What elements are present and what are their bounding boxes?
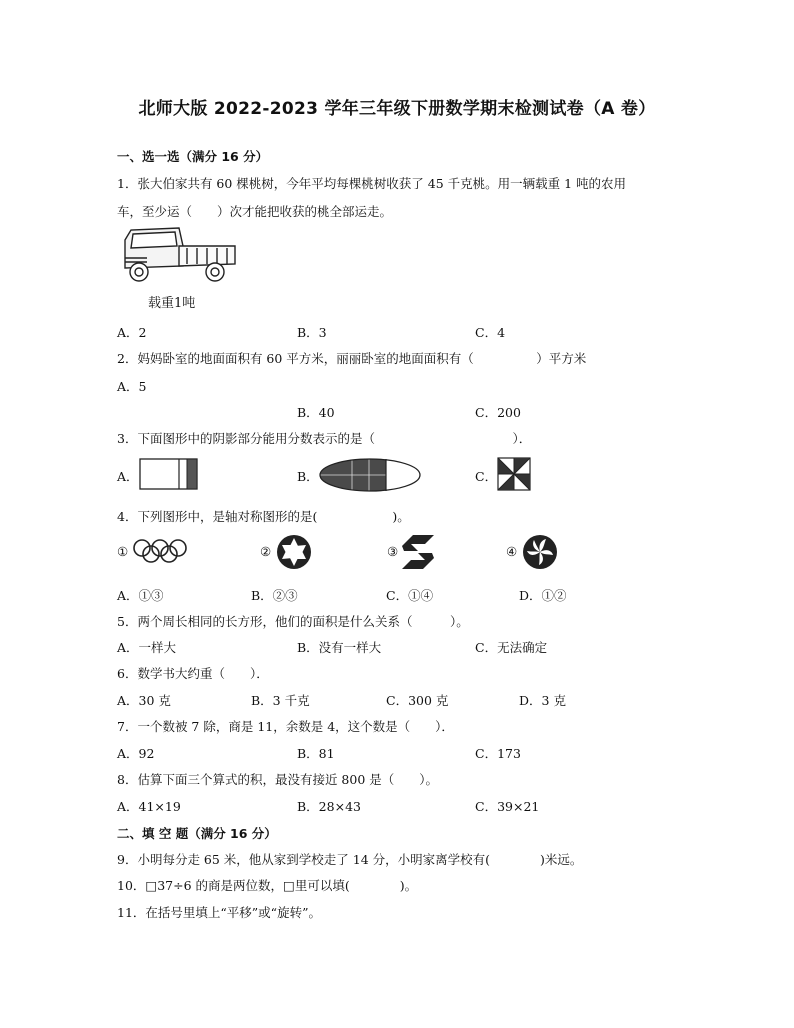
olympic-rings-figure <box>132 538 190 564</box>
q7-text: 7．一个数被 7 除，商是 11，余数是 4，这个数是（ ）． <box>117 719 454 734</box>
q6-text: 6．数学书大约重（ ）． <box>117 666 269 681</box>
q7-option-c[interactable]: C．173 <box>475 746 521 761</box>
q3-option-a[interactable]: A． <box>117 469 139 484</box>
q5-option-b[interactable]: B．没有一样大 <box>297 640 382 655</box>
q5-option-c[interactable]: C．无法确定 <box>475 640 548 655</box>
q3-option-c[interactable]: C． <box>475 469 498 484</box>
q7-option-b[interactable]: B．81 <box>297 746 335 761</box>
s-logo-figure <box>401 534 435 570</box>
q1-option-b[interactable]: B．3 <box>297 325 327 340</box>
q1-option-c[interactable]: C．4 <box>475 325 506 340</box>
q4-label-4: ④ <box>506 544 518 559</box>
truck-caption: 载重1吨 <box>148 296 196 311</box>
q4-label-1: ① <box>117 544 129 559</box>
q6-option-d[interactable]: D．3 克 <box>519 693 566 708</box>
q6-option-a[interactable]: A．30 克 <box>117 693 171 708</box>
square-triangles-figure <box>497 457 531 491</box>
q6-option-b[interactable]: B．3 千克 <box>251 693 310 708</box>
section-2-heading: 二、填 空 题（满分 16 分） <box>117 826 277 841</box>
q2-text: 2．妈妈卧室的地面面积有 60 平方米，丽丽卧室的地面面积有（ ）平方米 <box>117 351 587 366</box>
bauhinia-flower-figure <box>522 534 558 570</box>
q1-text-line2: 车，至少运（ ）次才能把收获的桃全部运走。 <box>117 204 393 219</box>
q5-text: 5．两个周长相同的长方形，他们的面积是什么关系（ ）。 <box>117 614 469 629</box>
q1-text-line1: 1．张大伯家共有 60 棵桃树，今年平均每棵桃树收获了 45 千克桃。用一辆载重 1 吨的农用 <box>117 176 627 191</box>
q5-option-a[interactable]: A．一样大 <box>117 640 177 655</box>
q3-text: 3．下面图形中的阴影部分能用分数表示的是（ ）． <box>117 431 532 446</box>
q8-option-b[interactable]: B．28×43 <box>297 799 361 814</box>
oval-shaded-figure <box>318 457 422 493</box>
page-title: 北师大版 2022-2023 学年三年级下册数学期末检测试卷（A 卷） <box>138 99 656 119</box>
q8-option-a[interactable]: A．41×19 <box>117 799 181 814</box>
q4-option-c[interactable]: C．①④ <box>386 588 434 603</box>
q2-option-b[interactable]: B．40 <box>297 405 335 420</box>
q4-option-b[interactable]: B．②③ <box>251 588 298 603</box>
q11-text: 11．在括号里填上“平移”或“旋转”。 <box>117 905 321 920</box>
q7-option-a[interactable]: A．92 <box>117 746 155 761</box>
q4-option-a[interactable]: A．①③ <box>117 588 164 603</box>
q8-text: 8．估算下面三个算式的积，最没有接近 800 是（ ）。 <box>117 772 439 787</box>
q4-option-d[interactable]: D．①② <box>519 588 567 603</box>
q2-option-c[interactable]: C．200 <box>475 405 521 420</box>
rectangle-shaded-strip-figure <box>139 458 199 490</box>
truck-illustration <box>117 226 239 288</box>
section-1-heading: 一、选一选（满分 16 分） <box>117 149 269 164</box>
q10-text: 10．□37÷6 的商是两位数，□里可以填( )。 <box>117 878 418 893</box>
q9-text: 9．小明每分走 65 米，他从家到学校走了 14 分，小明家离学校有( )米远。 <box>117 852 583 867</box>
hexagon-flower-figure <box>276 534 312 570</box>
q2-option-a[interactable]: A．5 <box>117 379 147 394</box>
q6-option-c[interactable]: C．300 克 <box>386 693 449 708</box>
q8-option-c[interactable]: C．39×21 <box>475 799 540 814</box>
q4-label-2: ② <box>260 544 272 559</box>
q3-option-b[interactable]: B． <box>297 469 319 484</box>
q1-option-a[interactable]: A．2 <box>117 325 147 340</box>
q4-text: 4．下列图形中，是轴对称图形的是( )。 <box>117 509 410 524</box>
q4-label-3: ③ <box>387 544 399 559</box>
